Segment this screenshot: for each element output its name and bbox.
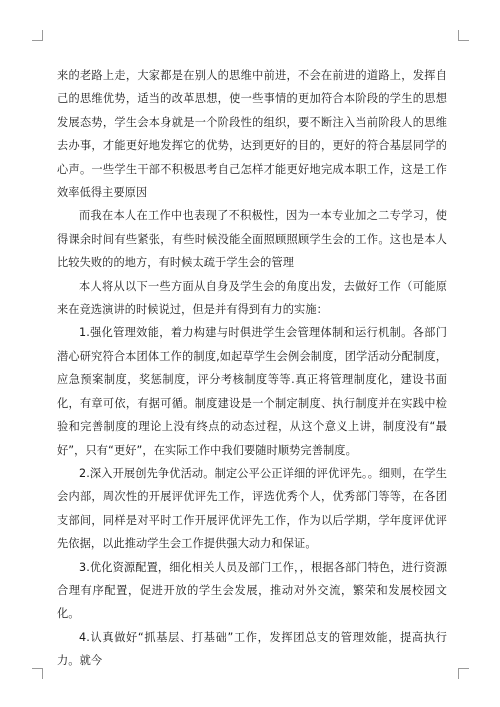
paragraph-2: 而我在本人在工作中也表现了不积极性，因为一本专业加之二专学习，使得课余时间有些紧张，有些时候没能全面照顾照顾学生会的工作。这也是本人比较失败的的地方，有时候太疏于学生会的管理: [57, 209, 447, 270]
paragraph-3: 本人将从以下一些方面从自身及学生会的角度出发，去做好工作（可能原来在竞选演讲的时候说过，但是并有得到有力的实施：: [57, 279, 447, 317]
paragraph-1: 来的老路上走，大家都是在别人的思维中前进，不会在前进的道路上，发挥自己的思维优势，适当的改革思想，使一些事情的更加符合本阶段的学生的思想发展态势，学生会本身就是一个阶段性的组织，要不断注入当前阶段人的思维去办事，才能更好地发挥它的优势，达到更好的目的，更好的符合基层同学的心声。一些学生干部不积极思考自己怎样才能更好地完成本职工作，这是工作效率低得主要原因: [57, 69, 447, 200]
paragraph-6: 3.优化资源配置，细化相关人员及部门工作，，根据各部门特色，进行资源合理有序配置，促进开放的学生会发展，推动对外交流，繁荣和发展校园文化。: [57, 560, 447, 621]
paragraph-7: 4.认真做好“抓基层、打基础”工作，发挥团总支的管理效能，提高执行力。就今: [57, 630, 447, 668]
crop-mark-bottom-right: [458, 668, 469, 679]
paragraph-5: 2.深入开展创先争优活动。制定公平公正详细的评优评先。。细则，在学生会内部，周次性的开展评优评先工作，评选优秀个人，优秀部门等等，在各团支部间，同样是对平时工作开展评优评先工作，作为以后学期，学年度评优评先依据，以此推动学生会工作提供强大动力和保证。: [57, 466, 447, 551]
crop-mark-top-right: [458, 30, 469, 41]
crop-mark-bottom-left: [32, 668, 43, 679]
paragraph-4: 1.强化管理效能，着力构建与时俱进学生会管理体制和运行机制。各部门潜心研究符合本团体工作的制度,如起草学生会例会制度，团学活动分配制度，应急预案制度，奖惩制度，评分考核制度等等.真正将管理制度化，建设书面化，有章可依，有据可循。制度建设是一个制定制度、执行制度并在实践中检验和完善制度的理论上没有终点的动态过程，从这个意义上讲，制度没有“最好”，只有“更好”，在实际工作中我们要随时顺势完善制度。: [57, 326, 447, 457]
crop-mark-top-left: [32, 30, 43, 41]
document-body: [57, 64, 447, 673]
